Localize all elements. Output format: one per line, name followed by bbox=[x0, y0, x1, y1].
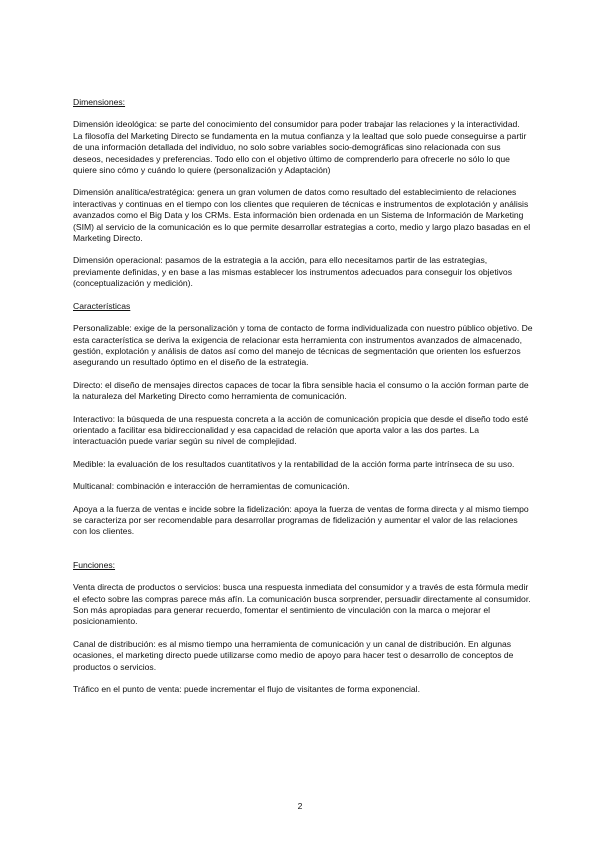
paragraph-ideologica-filosofia: La filosofía del Marketing Directo se fundamenta en la mutua confianza y la lealtad que solo puede conseguirse a partir de una información detallada del individuo, no solo sobre variables socio-demográficas sino relacionada con sus deseos, necesidades y preferencias. Todo ello con el objetivo último de comprenderlo para ofrecerle no sólo lo que quiere sino cómo y cuándo lo quiere (personalización y Adaptación) bbox=[73, 130, 527, 176]
heading-dimensiones: Dimensiones: bbox=[73, 97, 126, 107]
paragraph-fidelizacion: Apoya a la fuerza de ventas e incide sobre la fidelización: apoya la fuerza de ventas de forma directa y al mismo tiempo se caracteriza por ser recomendable para desarrollar programas de fidelización y aumentar el valor de las relaciones con los clientes. bbox=[73, 503, 529, 537]
heading-funciones: Funciones: bbox=[73, 559, 116, 570]
paragraph-dimension-operacional: Dimensión operacional: pasamos de la estrategia a la acción, para ello necesitamos partir de las estrategias, previamente definidas, y en base a las mismas establecer los instrumentos adecuados para conseguir los objetivos (conceptualización y medición). bbox=[73, 255, 512, 289]
document-body bbox=[73, 97, 533, 695]
paragraph-personalizable: Personalizable: exige de la personalización y toma de contacto de forma individualizada con nuestro público objetivo. De esta característica se deriva la exigencia de relacionar esta herramienta con instrumentos avanzados de almacenado, gestión, explotación y análisis de datos así como del manejo de técnicas de segmentación que orienten los esfuerzos asegurando un resultado óptimo en el diseño de la estrategia. bbox=[73, 323, 533, 368]
page-number: 2 bbox=[297, 801, 303, 811]
paragraph-venta-directa: Venta directa de productos o servicios: busca una respuesta inmediata del consumidor y a través de esta fórmula medir el efecto sobre las compras parece más afín. La comunicación busca sorprender, persuadir directamente al consumidor. Son más apropiadas para generar recuerdo, fomentar el sentimiento de vinculación con la marca o mejorar el posicionamiento. bbox=[73, 582, 531, 627]
paragraph-directo: Directo: el diseño de mensajes directos capaces de tocar la fibra sensible hacia el consumo o la acción forman parte de la naturaleza del Marketing Directo como herramienta de comunicación. bbox=[73, 379, 529, 402]
paragraph-canal-distribucion: Canal de distribución: es al mismo tiempo una herramienta de comunicación y un canal de distribución. En algunas ocasiones, el marketing directo puede utilizarse como medio de apoyo para hacer test o desarrollo de conceptos de productos o servicios. bbox=[73, 638, 514, 672]
paragraph-dimension-analitica: Dimensión analítica/estratégica: genera un gran volumen de datos como resultado del establecimiento de relaciones interactivas y continuas en el tiempo con los clientes que requieren de técnicas e instrumentos de explotación y análisis avanzados como el Big Data y los CRMs. Esta información bien ordenada en un Sistema de Información de Marketing (SIM) al servicio de la comunicación es lo que permite desarrollar estrategias a corto, medio y largo plazo basadas en el Marketing Directo. bbox=[73, 187, 531, 244]
heading-caracteristicas: Características bbox=[73, 300, 131, 311]
paragraph-ideologica-intro: Dimensión ideológica: se parte del conocimiento del consumidor para poder trabajar las relaciones y la interactividad. bbox=[73, 119, 520, 130]
paragraph-medible: Medible: la evaluación de los resultados cuantitativos y la rentabilidad de la acción forma parte intrínseca de su uso. bbox=[73, 458, 515, 469]
paragraph-multicanal: Multicanal: combinación e interacción de herramientas de comunicación. bbox=[73, 481, 350, 492]
paragraph-interactivo: Interactivo: la búsqueda de una respuesta concreta a la acción de comunicación propicia que desde el diseño todo esté orientado a facilitar esa bidireccionalidad y esa capacidad de relación que aporta valor a las dos partes. La interactuación puede variar según su nivel de complejidad. bbox=[73, 413, 529, 447]
paragraph-dimension-ideologica bbox=[73, 119, 533, 176]
paragraph-trafico: Tráfico en el punto de venta: puede incrementar el flujo de visitantes de forma exponencial. bbox=[73, 684, 420, 695]
